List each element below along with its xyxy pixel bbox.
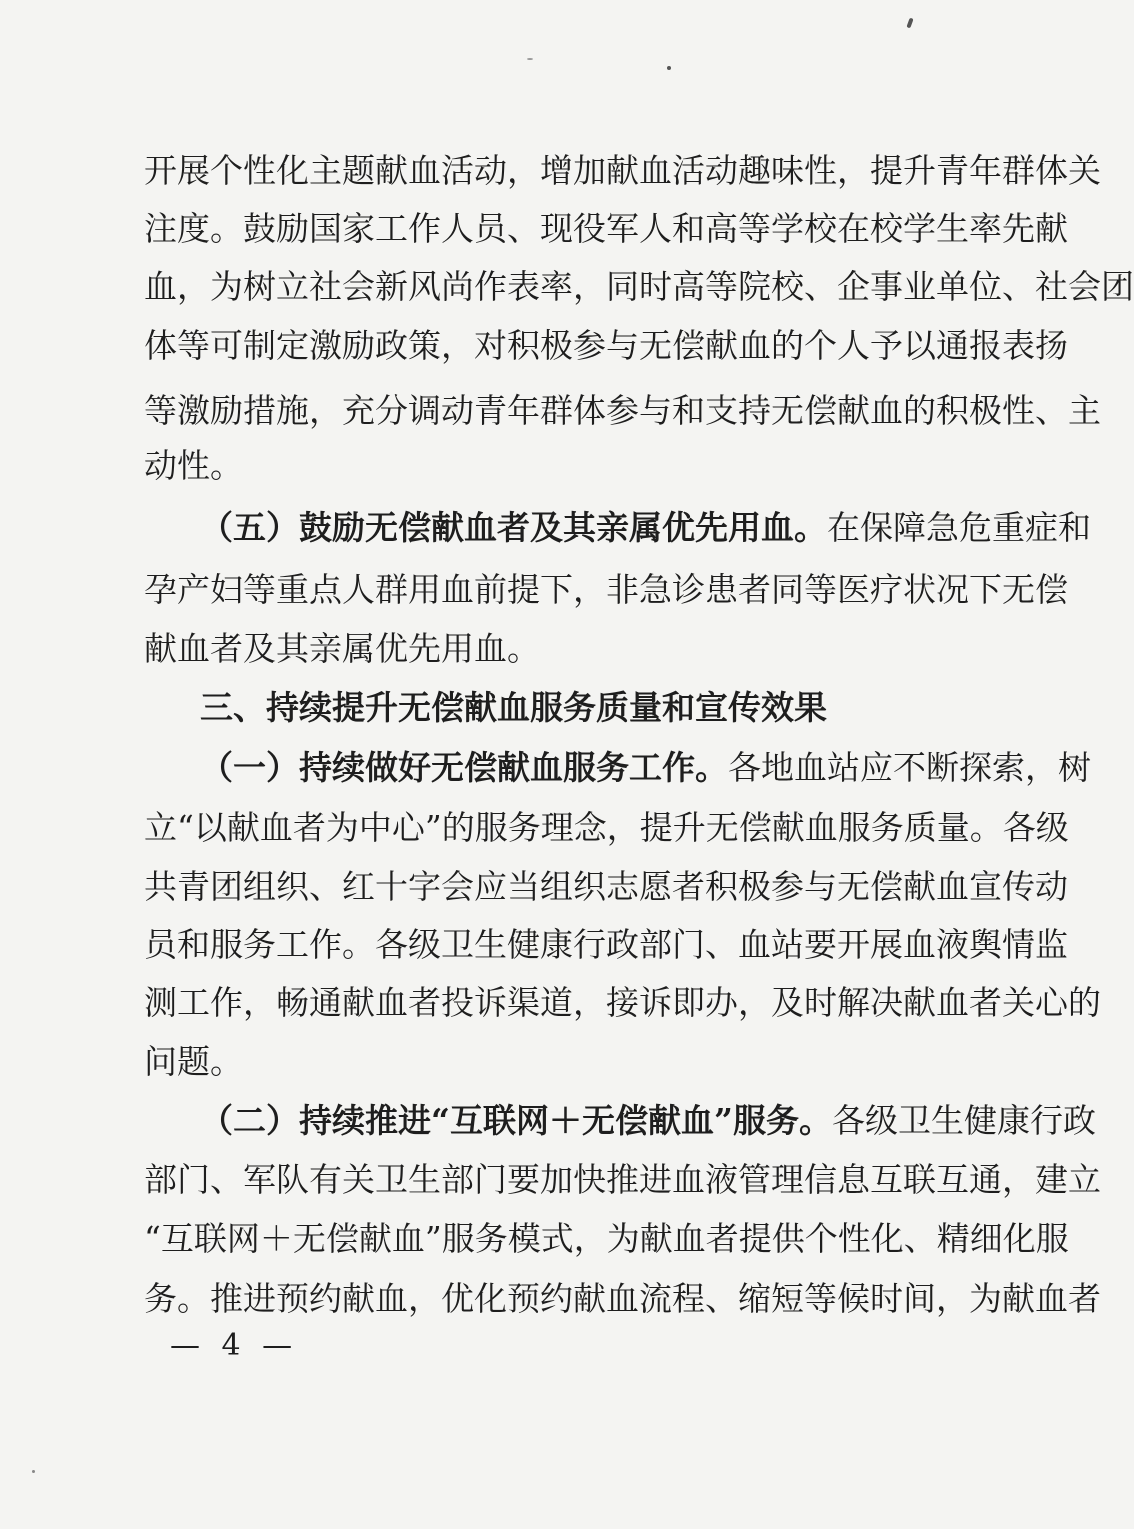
body-line: 员和服务工作。各级卫生健康行政部门、血站要开展血液舆情监 [144,925,1068,964]
body-line: 共青团组织、红十字会应当组织志愿者积极参与无偿献血宣传动 [144,867,1068,906]
body-line: 体等可制定激励政策，对积极参与无偿献血的个人予以通报表扬 [144,326,1068,365]
scan-speck [906,18,913,29]
body-line: 开展个性化主题献血活动，增加献血活动趣味性，提升青年群体关 [144,151,1101,190]
body-line: 孕产妇等重点人群用血前提下，非急诊患者同等医疗状况下无偿 [144,570,1068,609]
body-line: 献血者及其亲属优先用血。 [144,629,540,668]
paragraph-3-1-text: 各地血站应不断探索，树 [728,748,1091,787]
body-line: 注度。鼓励国家工作人员、现役军人和高等学校在校学生率先献 [144,209,1068,248]
body-line: 部门、军队有关卫生部门要加快推进血液管理信息互联互通，建立 [144,1160,1101,1199]
scan-speck [667,66,671,70]
body-line: 务。推进预约献血，优化预约献血流程、缩短等候时间，为献血者 [144,1279,1101,1318]
body-line: 动性。 [144,446,243,485]
section-heading: 三、持续提升无偿献血服务质量和宣传效果 [200,688,827,727]
paragraph-5-text: 在保障急危重症和 [827,508,1091,547]
paragraph-3-2-text: 各级卫生健康行政 [831,1101,1096,1140]
paragraph-5-lead: （五）鼓励无偿献血者及其亲属优先用血。 [200,508,827,547]
paragraph-5-line [200,500,1091,556]
scan-speck [32,1470,35,1473]
body-line: 测工作，畅通献血者投诉渠道，接诉即办，及时解决献血者关心的 [144,983,1101,1022]
paragraph-3-2-line [200,1093,1096,1149]
page-number: — 4 — [170,1328,299,1363]
paragraph-3-1-lead: （一）持续做好无偿献血服务工作。 [200,748,728,787]
body-line: “互联网＋无偿献血”服务模式，为献血者提供个性化、精细化服 [144,1219,1069,1258]
body-line: 问题。 [144,1042,243,1081]
body-line: 血，为树立社会新风尚作表率，同时高等院校、企事业单位、社会团 [144,267,1134,306]
paragraph-3-2-lead: （二）持续推进“互联网＋无偿献血”服务。 [200,1101,832,1140]
body-line: 等激励措施，充分调动青年群体参与和支持无偿献血的积极性、主 [144,391,1101,430]
body-line: 立“以献血者为中心”的服务理念，提升无偿献血服务质量。各级 [144,808,1069,847]
scan-speck [527,58,533,60]
paragraph-3-1-line [200,740,1091,796]
